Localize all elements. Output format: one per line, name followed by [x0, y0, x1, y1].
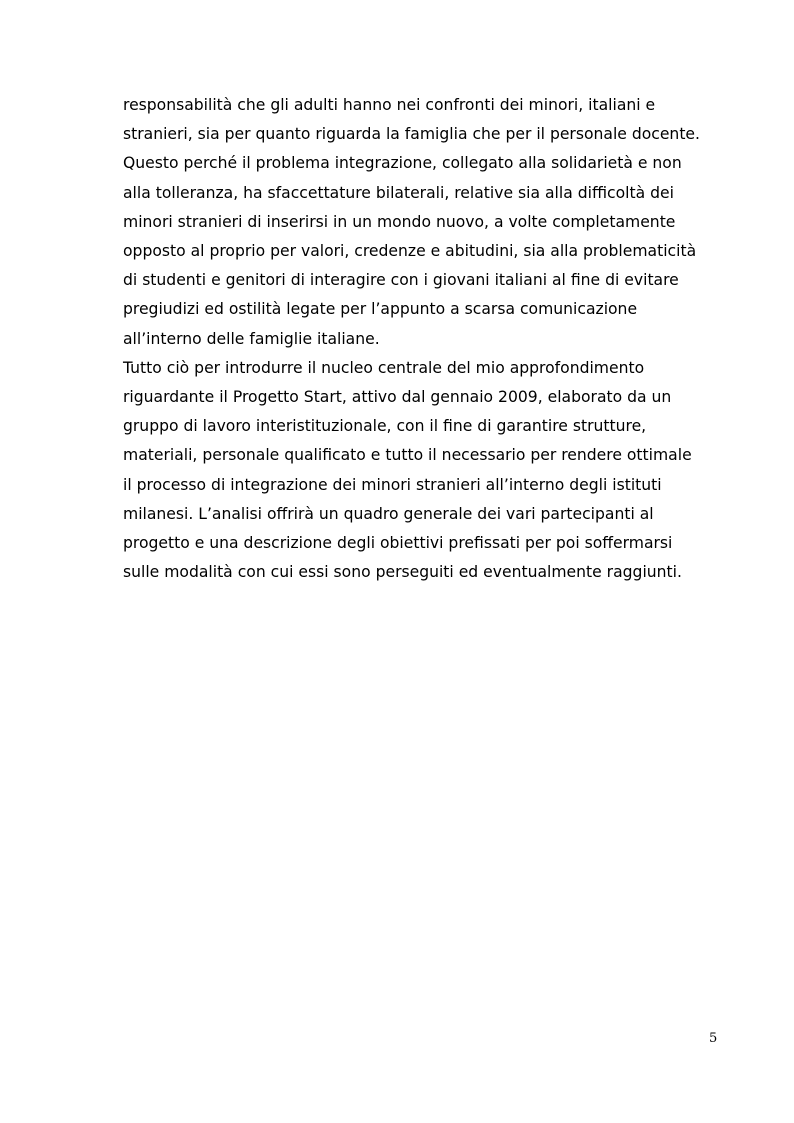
text-line: il processo di integrazione dei minori stranieri all’interno degli istituti [123, 475, 662, 494]
text-line: alla tolleranza, ha sfaccettature bilaterali, relative sia alla difficoltà dei [123, 183, 674, 202]
text-line: materiali, personale qualificato e tutto il necessario per rendere ottimale [123, 446, 692, 465]
text-line: pregiudizi ed ostilità legate per l’appunto a scarsa comunicazione [123, 300, 638, 319]
text-line: Questo perché il problema integrazione, collegato alla solidarietà e non [123, 154, 682, 173]
page-number: 5 [709, 1031, 718, 1046]
text-line: minori stranieri di inserirsi in un mondo nuovo, a volte completamente [123, 212, 676, 231]
text-line: gruppo di lavoro interistituzionale, con il fine di garantire strutture, [123, 417, 647, 436]
text-line: di studenti e genitori di interagire con i giovani italiani al fine di evitare [123, 271, 679, 290]
body-text [123, 91, 723, 587]
text-line: responsabilità che gli adulti hanno nei confronti dei minori, italiani e [123, 96, 656, 114]
text-line: Tutto ciò per introdurre il nucleo centrale del mio approfondimento [123, 358, 645, 377]
text-line: progetto e una descrizione degli obiettivi prefissati per poi soffermarsi [123, 534, 673, 553]
text-line: sulle modalità con cui essi sono perseguiti ed eventualmente raggiunti. [123, 563, 682, 582]
text-line: opposto al proprio per valori, credenze e abitudini, sia alla problematicità [123, 242, 697, 261]
text-line: all’interno delle famiglie italiane. [123, 329, 380, 348]
text-line: milanesi. L’analisi offrirà un quadro generale dei vari partecipanti al [123, 504, 654, 523]
text-line: riguardante il Progetto Start, attivo dal gennaio 2009, elaborato da un [123, 388, 672, 407]
text-line: stranieri, sia per quanto riguarda la famiglia che per il personale docente. [123, 125, 700, 144]
